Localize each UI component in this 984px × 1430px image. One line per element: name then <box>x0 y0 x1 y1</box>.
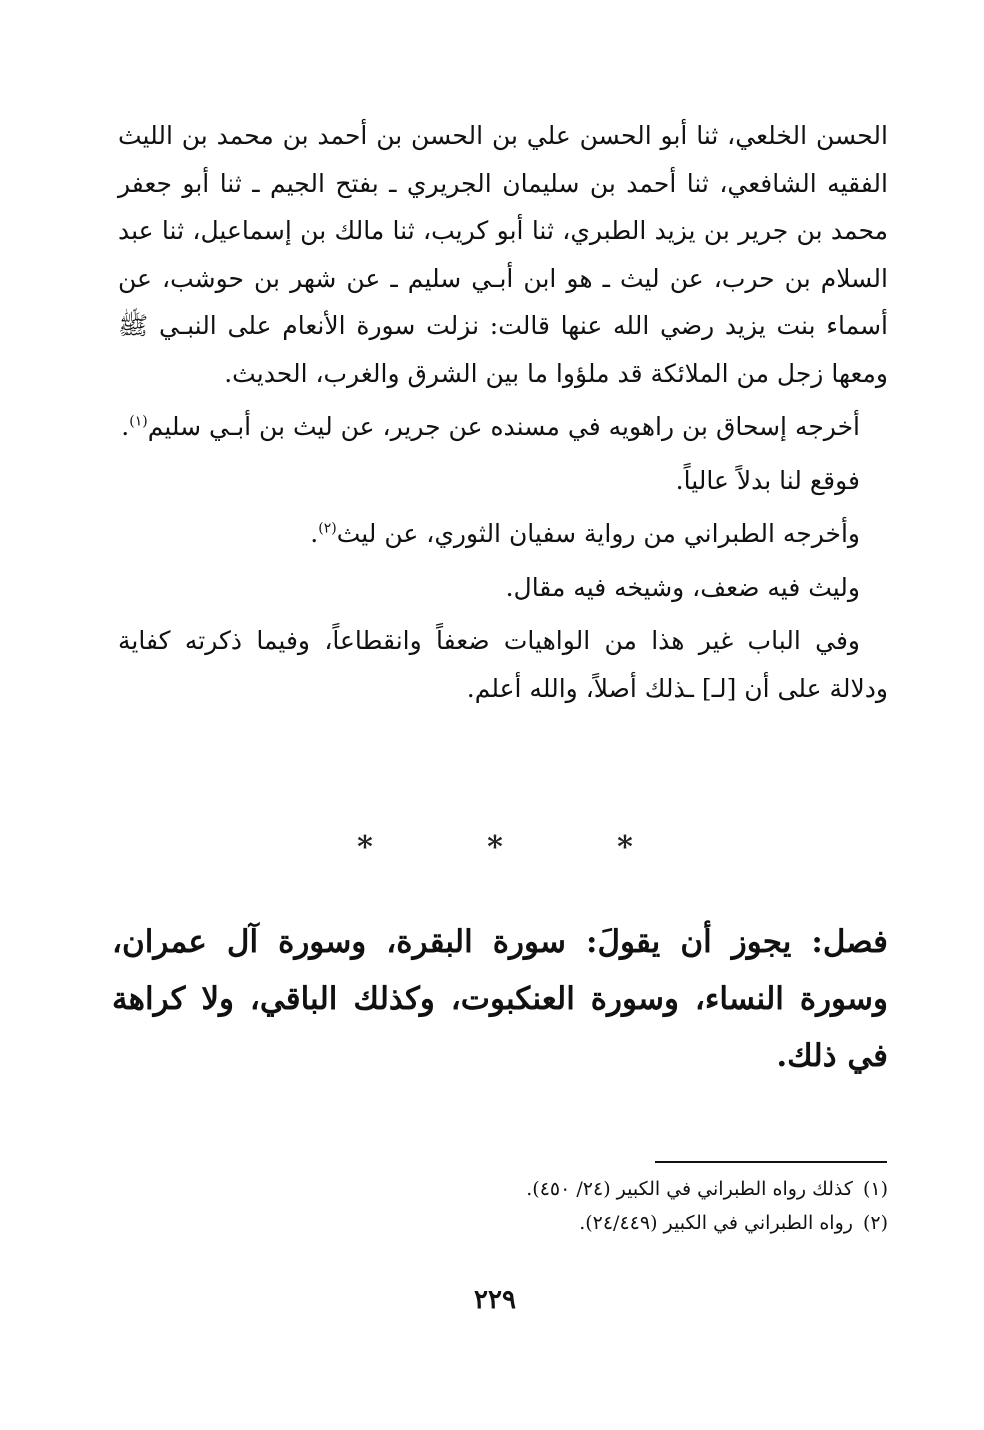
star-ornament: * <box>357 830 373 865</box>
footnote-2 <box>300 1206 888 1240</box>
section-fasl <box>112 914 888 1085</box>
section-heading: فصل: <box>811 924 888 960</box>
page-number: ٢٢٩ <box>474 1285 516 1315</box>
paragraph-badal: فوقع لنا بدلاً عالياً. <box>675 465 860 495</box>
footnote-number: (٢) <box>862 1212 888 1234</box>
paragraph-isnad: الحسن الخلعي، ثنا أبو الحسن علي بن الحسن بن أحمد بن محمد بن الليث الفقيه الشافعي، ثنا أحمد بن سليمان الجريري ـ بفتح الجيم ـ ثنا أبو جعفر محمد بن جرير بن يزيد الطبري، ثنا أبو كريب، ثنا مالك بن إسماعيل، ثنا عبد السلام بن حرب، عن ليث ـ هو ابن أبـي سليم ـ عن شهر بن حوشب، عن أسماء بنت يزيد رضي الله عنها قالت: نزلت سورة الأنعام على النبـي ﷺ ومعها زجل من الملائكة قد ملؤوا ما بين الشرق والغرب، الحديث. <box>118 121 888 388</box>
footnote-text: كذلك رواه الطبراني في الكبير (٢٤/ ٤٥٠). <box>526 1178 853 1200</box>
main-text <box>118 112 888 718</box>
period: . <box>121 412 130 441</box>
paragraph-ishaq-text: أخرجه إسحاق بن راهويه في مسنده عن جرير، عن ليث بن أبـي سليم <box>147 412 860 441</box>
star-ornament: * <box>617 830 633 865</box>
section-separator <box>300 830 690 865</box>
period: . <box>310 519 319 548</box>
footnote-1 <box>300 1172 888 1206</box>
star-ornament: * <box>487 830 503 865</box>
paragraph-layth: وليث فيه ضعف، وشيخه فيه مقال. <box>505 572 860 602</box>
paragraph-bab: وفي الباب غير هذا من الواهيات ضعفاً وانقطاعاً، وفيما ذكرته كفاية ودلالة على أن [لـ] ـذلك أصلاً، والله أعلم. <box>118 626 888 703</box>
footnote-number: (١) <box>862 1178 888 1200</box>
footnote-ref-2: (٢) <box>318 520 337 537</box>
footnote-ref-1: (١) <box>129 413 148 430</box>
section-text: يجوز أن يقولَ: سورة البقرة، وسورة آل عمران، وسورة النساء، وسورة العنكبوت، وكذلك الباقي، ولا كراهة في ذلك. <box>112 924 888 1074</box>
footnote-text: رواه الطبراني في الكبير (٢٤/٤٤٩). <box>579 1212 853 1234</box>
paragraph-tabarani <box>118 510 888 558</box>
footnotes <box>300 1172 888 1240</box>
paragraph-ishaq <box>118 403 888 451</box>
footnote-divider <box>655 1161 887 1163</box>
paragraph-tabarani-text: وأخرجه الطبراني من رواية سفيان الثوري، عن ليث <box>336 519 860 548</box>
